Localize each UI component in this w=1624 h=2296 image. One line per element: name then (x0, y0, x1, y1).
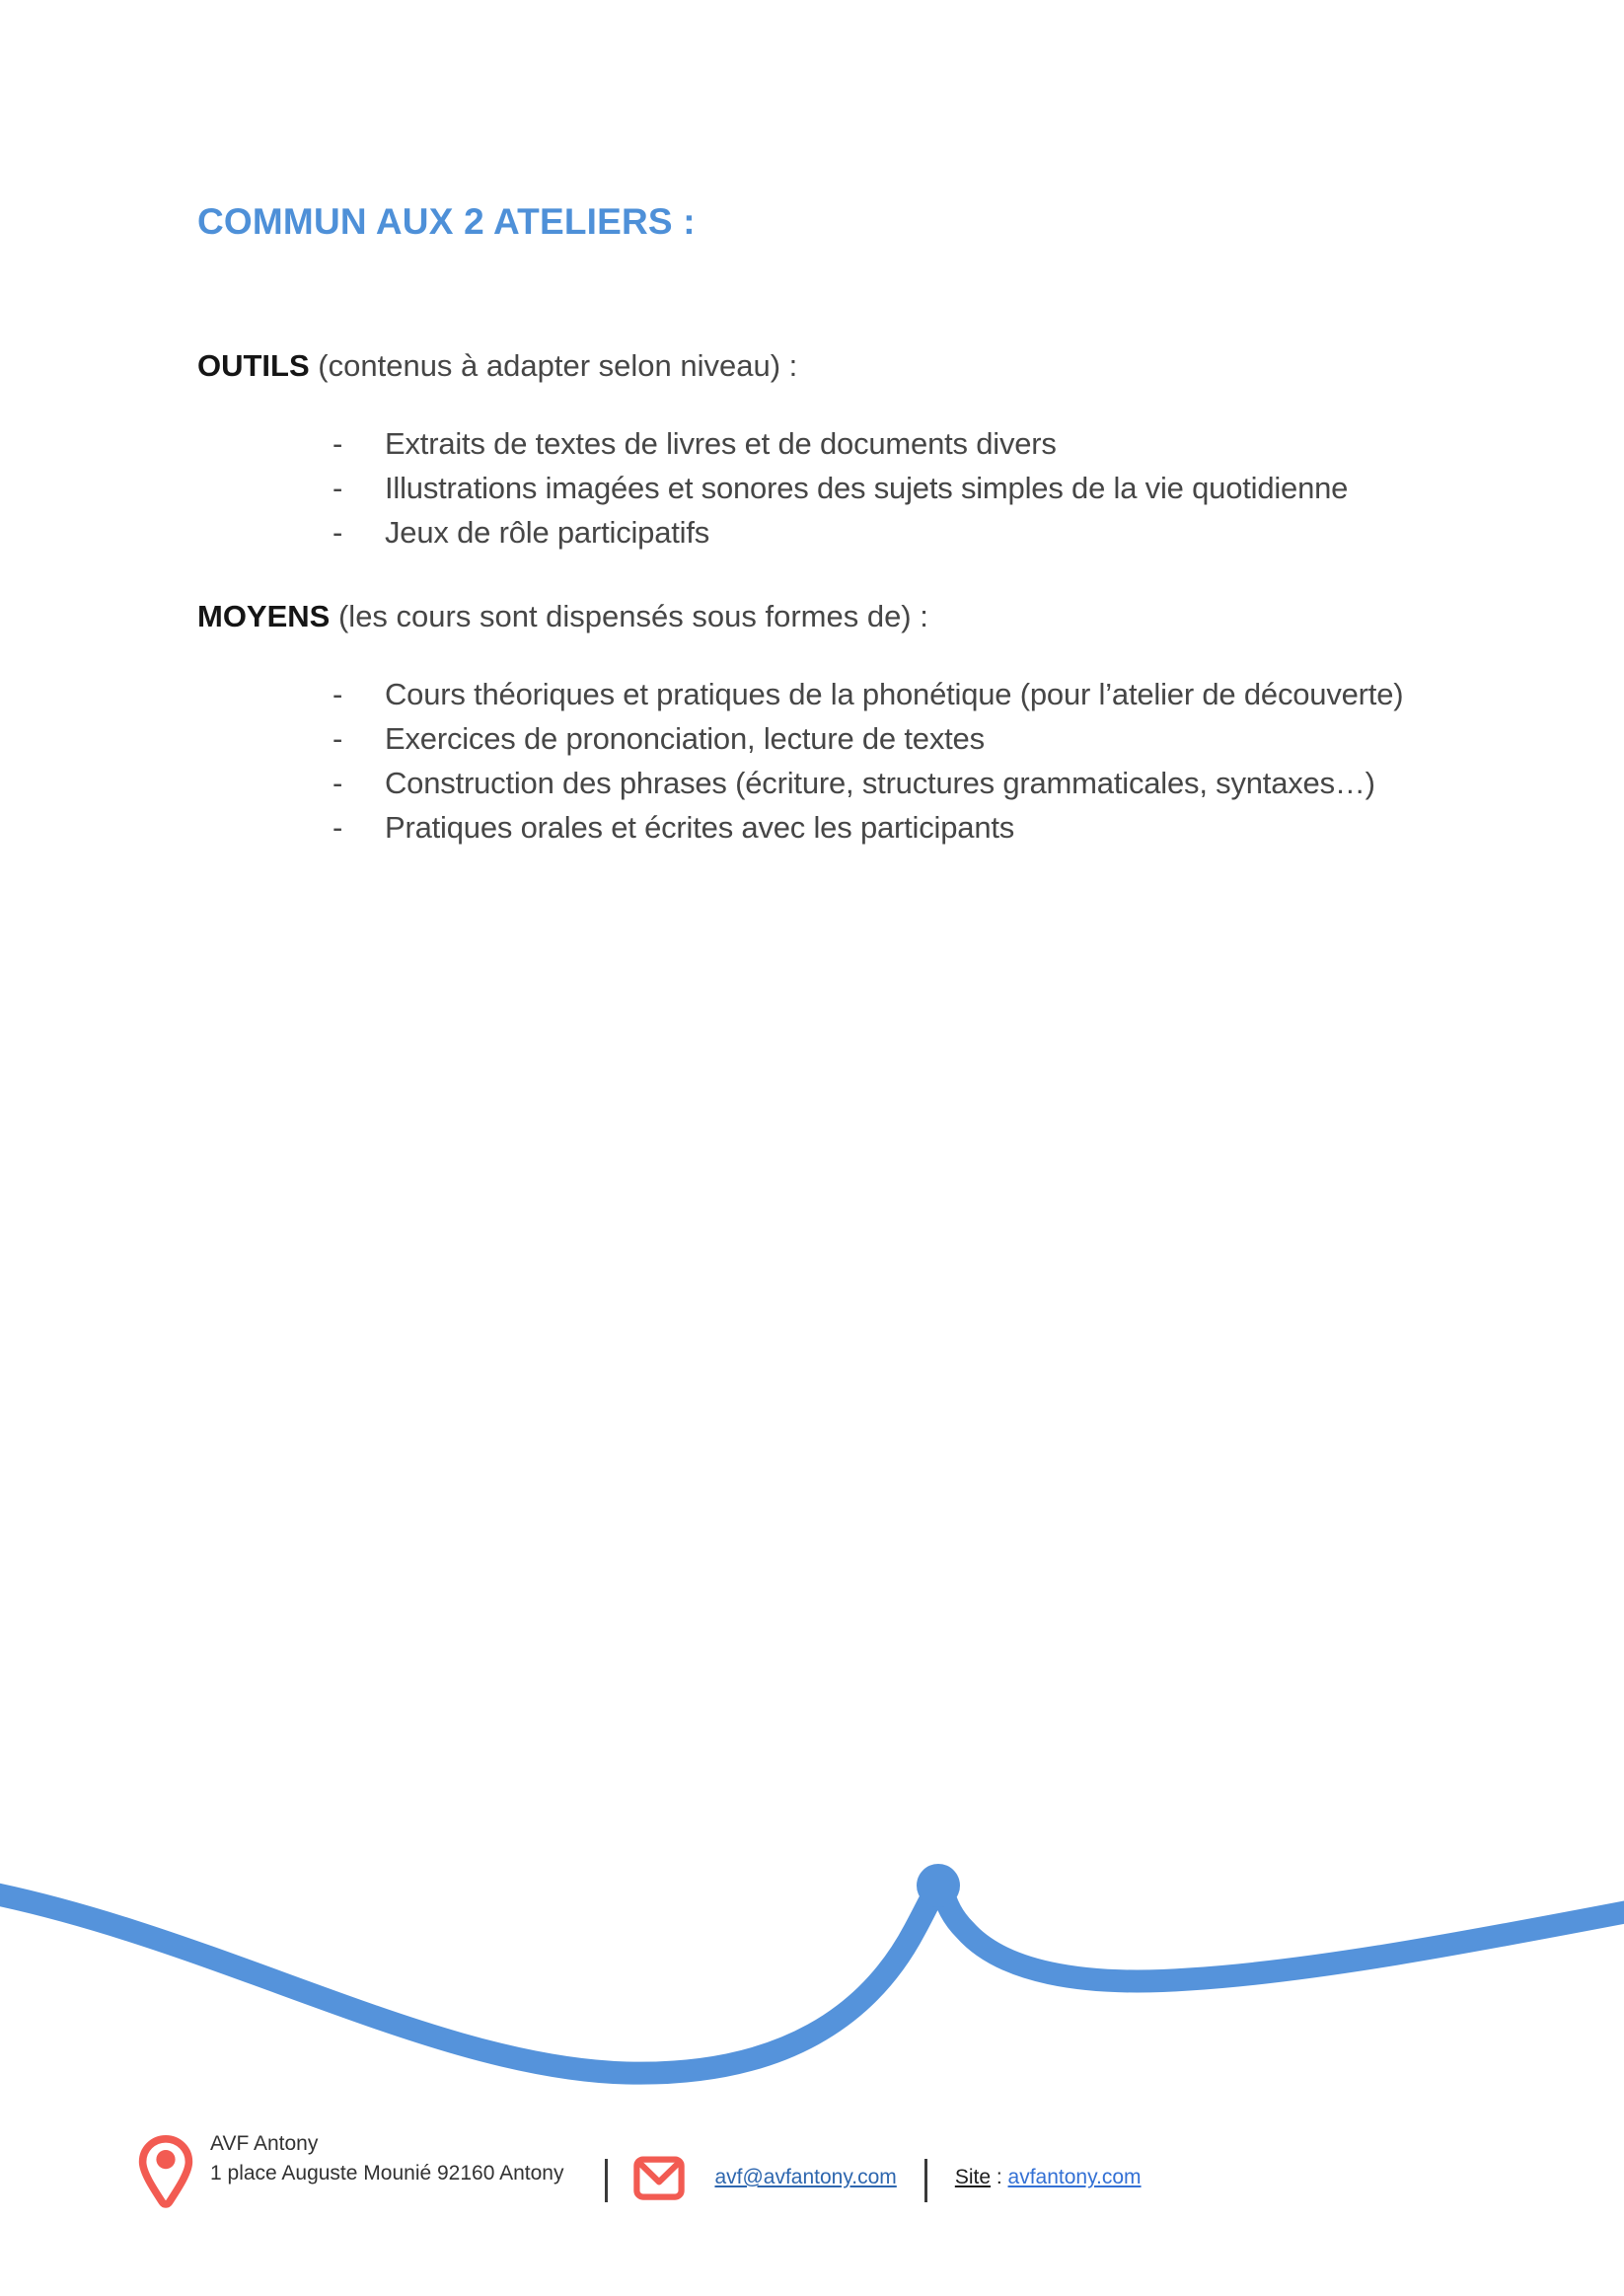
footer-site-block (955, 2166, 1142, 2189)
list-item (197, 761, 1428, 805)
location-pin-icon (138, 2133, 193, 2214)
list-item (197, 716, 1428, 761)
list-item-text: Cours théoriques et pratiques de la phonétique (pour l’atelier de découverte) (385, 677, 1404, 711)
list-item-text: Exercices de prononciation, lecture de textes (385, 721, 985, 756)
bullet-dash: - (332, 677, 343, 711)
bullet-dash: - (332, 426, 343, 461)
wave-svg (0, 1853, 1624, 2100)
wave-decoration (0, 1853, 1624, 2100)
bullet-dash: - (332, 471, 343, 505)
section-title: MOYENS (197, 599, 331, 633)
section-subtitle: (contenus à adapter selon niveau) : (318, 348, 798, 383)
bullet-dash: - (332, 515, 343, 550)
bullet-dash: - (332, 721, 343, 756)
list-item (197, 466, 1428, 510)
footer-address: 1 place Auguste Mounié 92160 Antony (210, 2162, 564, 2185)
list-item-text: Jeux de rôle participatifs (385, 515, 710, 550)
page-footer (138, 2129, 1142, 2214)
section-outils (197, 343, 1428, 555)
section-moyens (197, 594, 1428, 850)
site-link[interactable]: avfantony.com (1007, 2166, 1142, 2188)
section-heading (197, 594, 1428, 638)
list-item-text: Construction des phrases (écriture, structures grammaticales, syntaxes…) (385, 766, 1375, 800)
site-colon: : (996, 2166, 1002, 2188)
section-title: OUTILS (197, 348, 310, 383)
page-title: COMMUN AUX 2 ATELIERS : (197, 201, 696, 242)
list-item-text: Pratiques orales et écrites avec les participants (385, 810, 1015, 845)
footer-org-name: AVF Antony (210, 2132, 319, 2155)
footer-org-block (210, 2129, 563, 2188)
section-subtitle: (les cours sont dispensés sous formes de) : (337, 599, 928, 633)
section-heading (197, 343, 1428, 388)
bullet-dash: - (332, 810, 343, 845)
list-item (197, 805, 1428, 850)
list-item (197, 672, 1428, 716)
bullet-dash: - (332, 766, 343, 800)
list-item-text: Illustrations imagées et sonores des sujets simples de la vie quotidienne (385, 471, 1349, 505)
envelope-icon (633, 2155, 685, 2202)
separator (605, 2159, 608, 2202)
list-item-text: Extraits de textes de livres et de documents divers (385, 426, 1057, 461)
email-link[interactable]: avf@avfantony.com (714, 2166, 897, 2188)
site-label: Site (954, 2166, 991, 2188)
outils-list (197, 421, 1428, 555)
separator (924, 2159, 927, 2202)
list-item (197, 421, 1428, 466)
document-body (0, 0, 1624, 850)
list-item (197, 510, 1428, 555)
moyens-list (197, 672, 1428, 850)
